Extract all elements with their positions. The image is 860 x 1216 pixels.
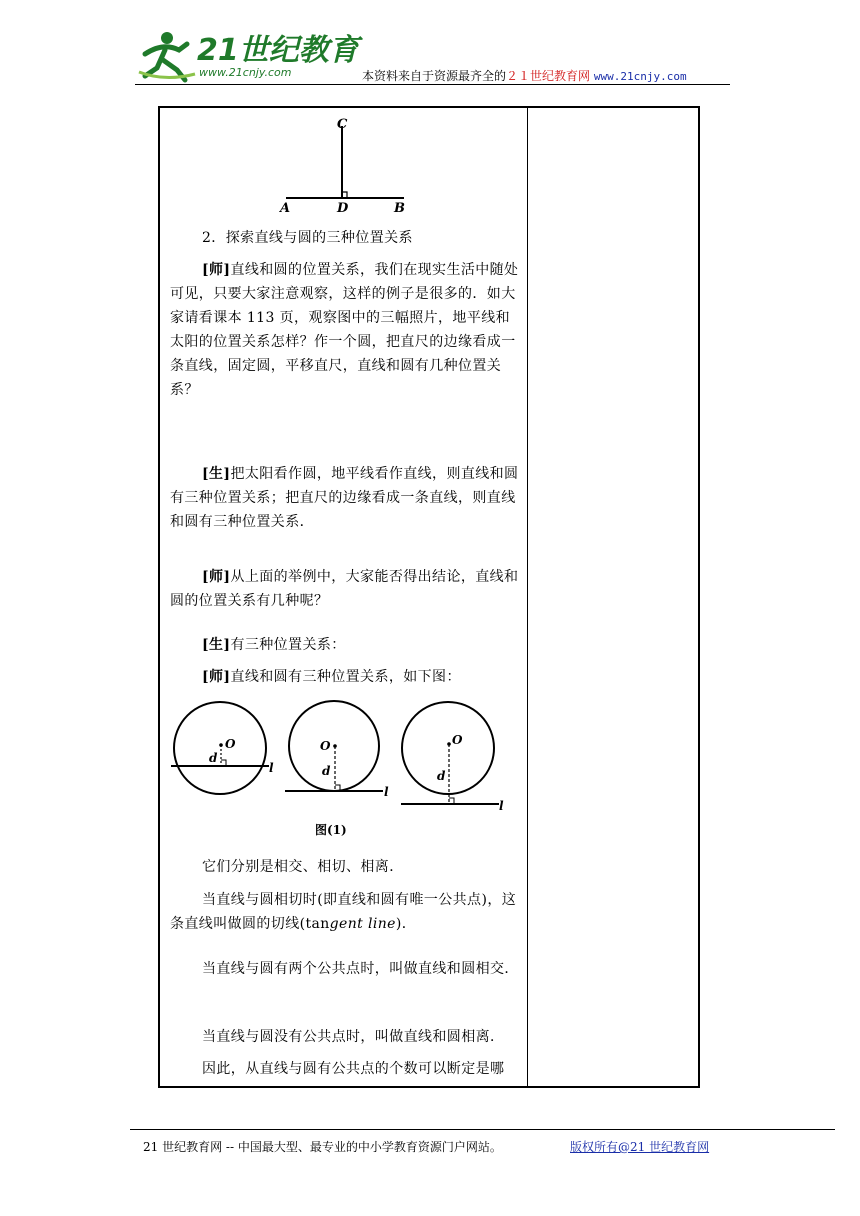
perpendicular-figure: [280, 112, 410, 218]
logo-text: 21世纪教育: [197, 33, 359, 68]
center-label: O: [452, 733, 463, 747]
paragraph-intersect-definition: 当直线与圆有两个公共点时，叫做直线和圆相交．: [202, 961, 519, 977]
tangent-diagram: [285, 701, 389, 799]
footer-copyright-link[interactable]: 版权所有@21 世纪教育网: [570, 1140, 710, 1154]
tagline-url[interactable]: www.21cnjy.com: [593, 70, 687, 83]
line-circle-relations-figure: [165, 700, 515, 845]
header-divider: [135, 84, 730, 85]
paragraph-text: 把太阳看作圆，地平线看作直线，则直线和圆有三种位置关系；把直尺的边缘看成一条直线，则直线和圆有三种位置关系．: [170, 466, 519, 530]
paragraph-conclusion: 因此，从直线与圆有公共点的个数可以断定是哪: [202, 1061, 505, 1077]
distance-label: d: [322, 764, 331, 778]
distance-label: d: [437, 769, 446, 783]
paragraph-text: 直线和圆有三种位置关系，如下图：: [230, 669, 461, 685]
speaker-tag: [师]: [202, 669, 231, 685]
center-label: O: [320, 739, 331, 753]
paragraph-summary: 它们分别是相交、相切、相离．: [202, 859, 404, 875]
speaker-tag: [师]: [202, 262, 231, 278]
separate-diagram: [401, 702, 504, 813]
figure-caption: 图(1): [315, 823, 347, 837]
label-a: A: [280, 201, 291, 216]
line-label: l: [499, 799, 504, 813]
line-label: l: [269, 761, 274, 775]
paragraph-teacher-1: [170, 258, 522, 402]
paragraph-tangent-definition: [170, 888, 522, 936]
intersect-diagram: [171, 702, 274, 794]
tagline-prefix: 本资料来自于资源最齐全的: [362, 69, 507, 83]
tangent-term: gent line: [329, 916, 396, 932]
speaker-tag: [师]: [202, 569, 231, 585]
header-tagline: [362, 67, 687, 84]
label-b: B: [394, 201, 405, 216]
label-c: C: [337, 117, 348, 132]
site-logo[interactable]: [135, 24, 359, 86]
paragraph-teacher-2: [170, 565, 522, 613]
speaker-tag: [生]: [202, 466, 231, 482]
tangent-text-a: 当直线与圆相切时(即直线和圆有唯一公共点)，这条直线叫做圆的切线(tan: [170, 892, 517, 932]
footer-divider: [130, 1129, 835, 1130]
table-column-divider: [527, 106, 528, 1088]
line-label: l: [384, 785, 389, 799]
tangent-text-c: )．: [395, 916, 417, 932]
paragraph-text: 从上面的举例中，大家能否得出结论，直线和圆的位置关系有几种呢？: [170, 569, 519, 609]
tagline-brand: ２１世纪教育网: [506, 69, 591, 83]
paragraph-text: 直线和圆的位置关系，我们在现实生活中随处可见，只要大家注意观察，这样的例子是很多的．如大家请看课本 113 页，观察图中的三幅照片，地平线和太阳的位置关系怎样？作一个圆，把直尺的边缘看成一条直线，固定圆，平移直尺，直线和圆有几种位置关系？: [170, 262, 519, 398]
footer-site-description: 21 世纪教育网 -- 中国最大型、最专业的中小学教育资源门户网站。: [143, 1140, 502, 1154]
paragraph-student-2: [170, 633, 522, 657]
paragraph-student-1: [170, 462, 522, 534]
paragraph-teacher-3: [170, 665, 522, 689]
running-figure-icon: [139, 32, 195, 80]
section-title: 2．探索直线与圆的三种位置关系: [202, 230, 413, 246]
speaker-tag: [生]: [202, 637, 231, 653]
label-d: D: [337, 201, 349, 216]
center-label: O: [225, 737, 236, 751]
paragraph-text: 有三种位置关系：: [230, 637, 346, 653]
paragraph-separate-definition: 当直线与圆没有公共点时，叫做直线和圆相离．: [202, 1029, 505, 1045]
logo-url: www.21cnjy.com: [199, 66, 292, 79]
distance-label: d: [209, 751, 218, 765]
